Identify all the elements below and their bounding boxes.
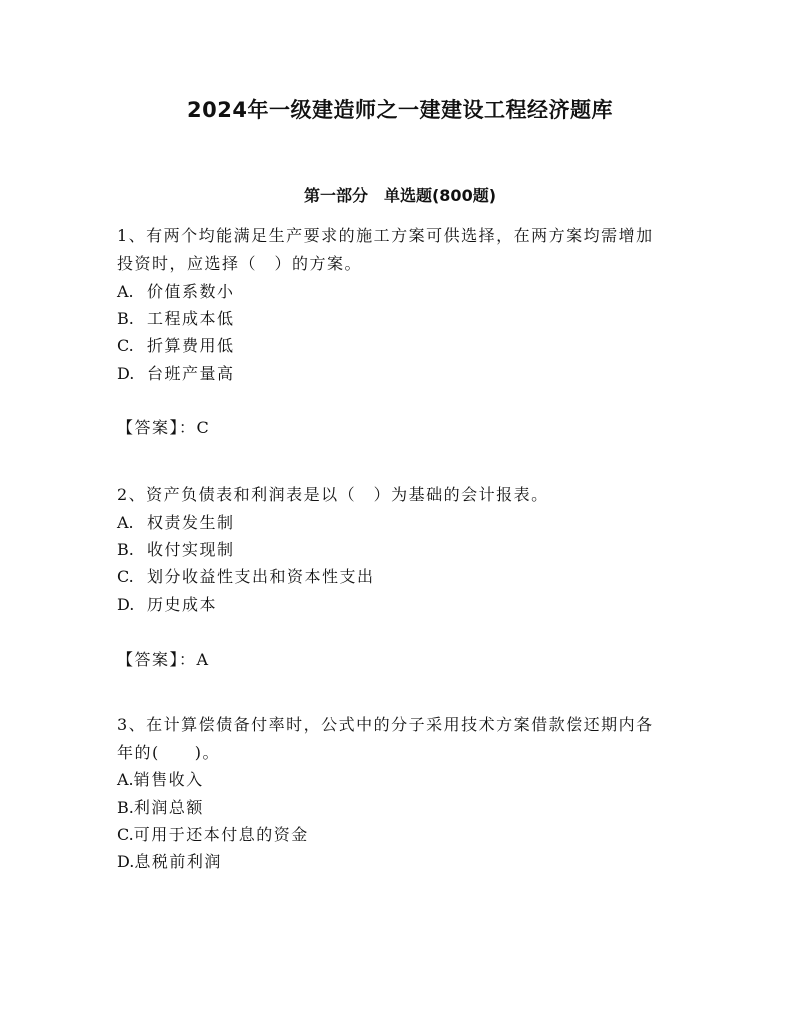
question-3-option-c	[117, 825, 697, 845]
option-text: 台班产量高	[147, 364, 235, 383]
section-title: 第一部分 单选题(800题)	[303, 186, 497, 205]
option-text: 销售收入	[133, 770, 204, 789]
option-text: 利润总额	[133, 798, 204, 817]
question-1-answer: 【答案】：C	[117, 418, 211, 437]
option-letter: B.	[117, 540, 134, 559]
question-2-option-b	[117, 540, 697, 560]
option-text: 息税前利润	[134, 852, 222, 871]
option-letter: A.	[117, 513, 134, 532]
question-3-stem-line-1: 3、在计算偿债备付率时，公式中的分子采用技术方案借款偿还期内各	[117, 715, 654, 734]
document-title: 2024年一级建造师之一建建设工程经济题库	[187, 98, 613, 122]
option-letter: C.	[117, 336, 134, 355]
option-text: 可用于还本付息的资金	[133, 825, 309, 844]
option-text: 价值系数小	[147, 282, 235, 301]
option-letter: D.	[117, 364, 135, 383]
question-2-option-c	[117, 567, 697, 587]
option-text: 折算费用低	[147, 336, 235, 355]
option-letter: D.	[117, 852, 135, 871]
question-3-stem-line-2: 年的( )。	[117, 743, 220, 762]
option-letter: C.	[117, 567, 134, 586]
option-letter: D.	[117, 595, 135, 614]
question-1-option-b	[117, 309, 697, 329]
question-3-option-d	[117, 852, 697, 872]
question-2-option-a	[117, 513, 697, 533]
question-3-option-b	[117, 798, 697, 818]
question-3-option-a	[117, 770, 697, 790]
option-text: 划分收益性支出和资本性支出	[147, 567, 375, 586]
option-letter: B.	[117, 798, 134, 817]
question-1-option-c	[117, 336, 697, 356]
question-1-option-a	[117, 282, 697, 302]
option-letter: B.	[117, 309, 134, 328]
question-1-option-d	[117, 364, 697, 384]
question-2-option-d	[117, 595, 697, 615]
question-1-stem-line-2: 投资时，应选择（ ）的方案。	[117, 254, 363, 273]
option-text: 收付实现制	[147, 540, 235, 559]
option-letter: C.	[117, 825, 134, 844]
option-text: 历史成本	[147, 595, 218, 614]
option-letter: A.	[117, 770, 134, 789]
option-text: 工程成本低	[147, 309, 235, 328]
question-2-answer: 【答案】：A	[117, 650, 210, 669]
option-text: 权责发生制	[147, 513, 235, 532]
question-2-stem-line-1: 2、资产负债表和利润表是以（ ）为基础的会计报表。	[117, 485, 549, 504]
option-letter: A.	[117, 282, 134, 301]
question-1-stem-line-1: 1、有两个均能满足生产要求的施工方案可供选择，在两方案均需增加	[117, 226, 654, 245]
